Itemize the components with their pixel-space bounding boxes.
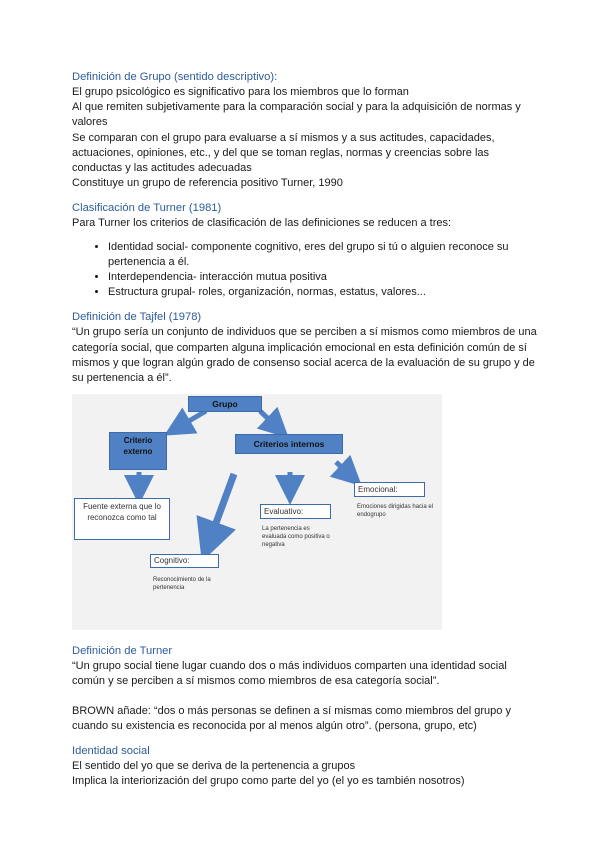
text-turner: “Un grupo social tiene lugar cuando dos o más individuos comparten una identidad social común y se perciben a sí mismos como miembros de esa categoría social”. [72,660,507,688]
box-criterio-externo: Criterio externo [109,432,167,470]
document-page [72,70,542,789]
heading-definicion-turner: Definición de Turner [72,645,173,658]
arrow-grupo-externo [177,411,206,428]
heading-definicion-grupo: Definición de Grupo (sentido descriptivo): [72,71,278,83]
bullet-list [72,240,542,301]
text-intro: Para Turner los criterios de clasificación de las definiciones se reducen a tres: [72,217,452,230]
text-tajfel: “Un grupo sería un conjunto de individuos que se perciben a sí mismos como miembros de una categoría social, que comparten alguna implicación emocional en esta definición común de sí mismos y que logran algún grado de consenso social acerca de la evaluación de su grupo y de su pertenencia a él”. [72,326,537,385]
text-line: Al que remiten subjetivamente para la comparación social y para la adquisición de normas y valores [72,101,521,129]
list-item: • Interdependencia- interacción mutua positiva [108,270,542,285]
list-item: • Identidad social- componente cognitivo, eres del grupo si tú o alguien reconoce su pertenencia a él. [108,240,542,270]
box-fuente-externa: Fuente externa que lo reconozca como tal [74,498,170,540]
text-line: Implica la interiorización del grupo como parte del yo (el yo es también nosotros) [72,775,465,788]
heading-clasificacion-turner: Clasificación de Turner (1981) [72,202,222,215]
text-line: Constituye un grupo de referencia positivo Turner, 1990 [72,177,343,190]
box-criterios-internos: Criterios internos [235,434,343,454]
box-grupo: Grupo [188,396,262,412]
box-cognitivo: Cognitivo: [150,554,219,568]
arrow-internos-emocional [336,462,351,476]
list-item: • Estructura grupal- roles, organización, normas, estatus, valores... [108,285,542,300]
heading-definicion-tajfel: Definición de Tajfel (1978) [72,311,202,324]
text-cognitivo-desc: Reconocimiento de la pertenencia [153,577,211,592]
text-brown: BROWN añade: “dos o más personas se definen a sí mismas como miembros del grupo y cuando su existencia es reconocida por al menos algún otro”. (persona, grupo, etc) [72,704,511,732]
concept-diagram [72,394,442,630]
text-line: Se comparan con el grupo para evaluarse a sí mismos y a sus actitudes, capacidades, actuaciones, opiniones, etc., y del que se toman reglas, normas y creencias sobre las conductas y las actitudes adecuadas [72,131,495,175]
text-line: El sentido del yo que se deriva de la pertenencia a grupos [72,760,356,773]
arrow-internos-cognitivo [209,474,234,542]
box-emocional: Emocional: [354,482,425,497]
arrow-grupo-internos [260,411,278,428]
text-line: El grupo psicológico es significativo para los miembros que lo forman [72,86,409,98]
heading-identidad-social: Identidad social [72,745,150,758]
text-emocional-desc: Emociones dirigidas hacia el endogrupo [357,504,434,519]
box-evaluativo: Evaluativo: [260,504,331,519]
text-evaluativo-desc: La pertenencia es evaluada como positiva o negativa [262,526,330,549]
